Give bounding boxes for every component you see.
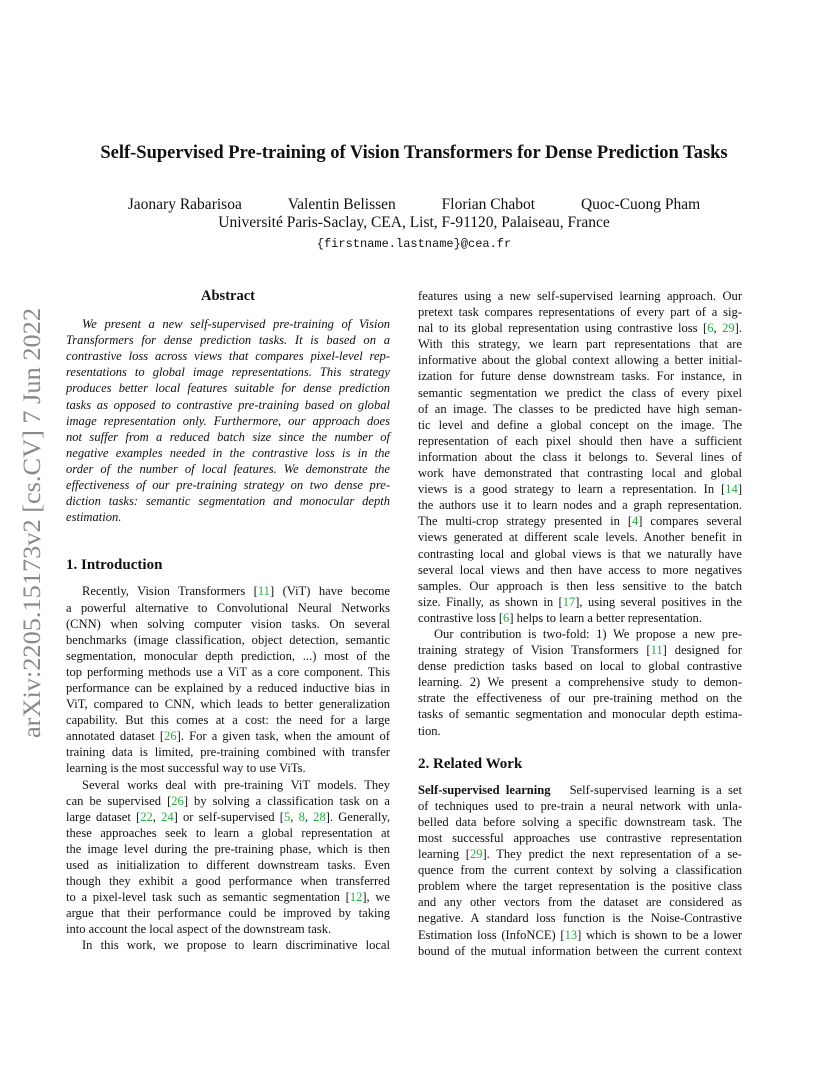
text-line: information about the class it belongs to. Several lines of (418, 449, 742, 464)
text-line: views is a good strategy to learn a representation. In [14] (418, 482, 742, 497)
text-line: ization for future dense downstream tasks. For instance, in (418, 369, 742, 384)
text-line: contrasting local and global views is that we naturally have (418, 546, 742, 561)
citation-link[interactable]: 13 (564, 927, 578, 942)
text-line: tasks as opposed to contrastive pre-training based on global (66, 397, 390, 412)
citation-link[interactable]: 12 (349, 890, 363, 905)
text-line: segmentation, monocular depth prediction, ...) most of the (66, 648, 390, 663)
section-heading: 1. Introduction (66, 557, 163, 574)
text-line: nal to its global representation using contrastive loss [6, 29]. (418, 321, 742, 336)
text-line: the authors use it to learn nodes and a graph representation. (418, 498, 742, 513)
paragraph (418, 288, 742, 626)
paragraph (66, 777, 390, 938)
citation-link[interactable]: 6 (707, 321, 714, 336)
text-line: quence from the current context by solving a classification (418, 863, 742, 878)
citation-link[interactable]: 14 (725, 482, 738, 497)
text-line: contrastive loss [6] helps to learn a better representation. (418, 610, 702, 625)
text-line: learning is the most successful way to use ViTs. (66, 761, 306, 776)
text-line: negative examples needed in the contrastive loss is in the (66, 445, 390, 460)
text-line: a powerful alternative to Convolutional Neural Networks (66, 600, 390, 615)
text-line: can be supervised [26] by solving a classification task on a (66, 793, 390, 808)
author-name: Florian Chabot (441, 196, 536, 213)
paragraph (418, 782, 742, 959)
affiliation: Université Paris-Saclay, CEA, List, F-91120, Palaiseau, France (218, 214, 610, 231)
text-line: In this work, we propose to learn discriminative local (82, 938, 390, 953)
run-in-heading: Self-supervised learning (418, 782, 551, 797)
text-span: Self-supervised learning is a set (569, 782, 742, 797)
paragraph (66, 937, 390, 953)
text-line: The multi-crop strategy presented in [4] compares several (418, 514, 742, 529)
citation-link[interactable]: 8 (298, 809, 305, 824)
email: {firstname.lastname}@cea.fr (316, 237, 512, 251)
abstract-body (66, 316, 390, 525)
paragraph (66, 583, 390, 776)
text-line: negative. A standard loss function is the Noise-Contrastive (418, 911, 742, 926)
citation-link[interactable]: 5 (283, 809, 291, 824)
text-line: annotated dataset [26]. For a given task, when the amount of (66, 729, 390, 744)
text-line: Several works deal with pre-training ViT models. They (82, 777, 390, 792)
text-line: work have demonstrated that contrasting local and global (418, 466, 742, 481)
text-line: tasks of semantic segmentation and monocular depth estima- (418, 707, 742, 722)
arxiv-stamp (10, 308, 50, 738)
text-line: problem where the target representation is the positive class (418, 879, 742, 894)
text-line: views generated at different scale levels. Another benefit in (418, 530, 742, 545)
text-line: image representation only. Furthermore, our approach does (66, 413, 390, 428)
text-line: order of the number of local features. We demonstrate the (66, 461, 390, 476)
text-line: large dataset [22, 24] or self-supervised [5, 8, 28]. Generally, (66, 809, 390, 824)
text-line: contrastive loss across views that compares pixel-level rep- (66, 349, 390, 364)
citation-link[interactable]: 17 (562, 594, 576, 609)
citation-link[interactable]: 24 (161, 809, 174, 824)
text-line: With this strategy, we learn part representations that are (418, 337, 742, 352)
text-line: samples. Our approach is then less sensitive to the batch (418, 578, 742, 593)
text-line: of techniques used to pre-train a neural network with unla- (418, 798, 742, 813)
arxiv-id: arXiv:2205.15173v2 [cs.CV] 7 Jun 2022 (19, 329, 46, 738)
text-line: Our contribution is two-fold: 1) We propose a new pre- (434, 626, 742, 641)
citation-link[interactable]: 6 (503, 610, 510, 625)
text-line (418, 782, 742, 798)
text-line: semantic segmentation we predict the class of every pixel (418, 385, 742, 400)
left-column (66, 288, 390, 954)
text-line: into account the local aspect of the downstream task. (66, 922, 332, 937)
text-line: argue that their performance could be improved by taking (66, 906, 390, 921)
text-line: pretext task compares representations of every part of a sig- (418, 305, 742, 320)
text-line: estimation. (66, 510, 122, 525)
author-name: Quoc-Cuong Pham (580, 196, 701, 213)
citation-link[interactable]: 29 (469, 847, 483, 862)
right-column (418, 288, 742, 959)
text-line: capability. But this comes at a cost: the need for a large (66, 713, 390, 728)
text-line: belled data before solving a specific downstream task. The (418, 814, 742, 829)
paper-title: Self-Supervised Pre-training of Vision Transformers for Dense Prediction Tasks (100, 143, 728, 163)
author-name: Valentin Belissen (287, 196, 396, 213)
author-name: Jaonary Rabarisoa (127, 196, 242, 213)
author-list (0, 196, 828, 214)
text-line: resentations to global image representations. This strategy (66, 365, 390, 380)
text-line: tion. (418, 723, 441, 738)
text-line: representation of each pixel should then have a sufficient (418, 433, 742, 448)
text-line: the image level during the pre-training phase, which is then (66, 841, 390, 856)
text-line: these approaches seek to learn a global representation at (66, 825, 390, 840)
abstract-heading: Abstract (201, 288, 255, 304)
section-heading: 2. Related Work (418, 755, 523, 772)
text-line: learning [29]. They predict the next representation of a se- (418, 847, 742, 862)
text-line: We present a new self-supervised pre-training of Vision (82, 317, 390, 332)
text-line: most successful approaches use contrastive representation (418, 831, 742, 845)
text-line: size. Finally, as shown in [17], using several positives in the (418, 594, 743, 609)
citation-link[interactable]: 26 (171, 793, 184, 808)
text-line: bound of the mutual information between the current context (418, 943, 742, 958)
text-line: used as initialization to different downstream tasks. Even (66, 858, 390, 872)
text-line: training strategy of Vision Transformers [11] designed for (418, 643, 742, 658)
text-line: top performing methods use a ViT as a core component. This (66, 664, 390, 679)
text-line: not suffer from a reduced batch size since the number of (66, 429, 390, 444)
text-line: several local views and then have access to more negatives (418, 562, 742, 577)
text-line: though they exhibit a good performance when transferred (66, 874, 390, 889)
citation-link[interactable]: 11 (650, 643, 663, 658)
text-line: Transformers for dense prediction tasks. It is based on a (66, 333, 390, 348)
text-line: performance can be explained by a reduced inductive bias in (66, 680, 390, 695)
text-line: informative about the global context allowing a better initial- (418, 353, 742, 368)
text-line: Estimation loss (InfoNCE) [13] which is shown to be a lower (418, 927, 742, 942)
text-line: ViT, compared to CNN, which leads to better generalization (66, 697, 390, 712)
citation-link[interactable]: 4 (632, 514, 639, 529)
text-line: and any other vectors from the dataset are considered as (418, 895, 742, 910)
citation-link[interactable]: 26 (164, 729, 177, 744)
text-line: (CNN) when solving computer vision tasks. On several (66, 616, 390, 631)
text-line: benchmarks (image classification, object detection, semantic (66, 632, 390, 647)
citation-link[interactable]: 29 (722, 321, 735, 336)
text-line: features using a new self-supervised learning approach. Our (418, 289, 742, 303)
text-line: strate the effectiveness of our pre-training method on the (418, 691, 742, 706)
citation-link[interactable]: 11 (257, 584, 270, 599)
text-line: diction tasks: semantic segmentation and monocular depth (66, 494, 390, 509)
citation-link[interactable]: 28 (313, 809, 326, 824)
text-line: effectiveness of our pre-training strategy on two dense pre- (66, 478, 390, 493)
paragraph (418, 626, 742, 739)
text-line: Recently, Vision Transformers [11] (ViT) have become (82, 584, 390, 599)
text-line: training data is limited, pre-training combined with transfer (66, 745, 390, 760)
text-line: learning. 2) We present a comprehensive study to demon- (418, 675, 742, 690)
text-line: dense prediction tasks based on local to global contrastive (418, 659, 742, 674)
citation-link[interactable]: 22 (140, 809, 153, 824)
text-line: of an image. The classes to be predicted have high seman- (418, 401, 742, 416)
text-line: tic level and define a global concept on the image. The (418, 417, 742, 432)
text-line: to a pixel-level task such as semantic segmentation [12], we (66, 890, 390, 905)
text-line: produces better local features suitable for dense prediction (66, 381, 390, 396)
